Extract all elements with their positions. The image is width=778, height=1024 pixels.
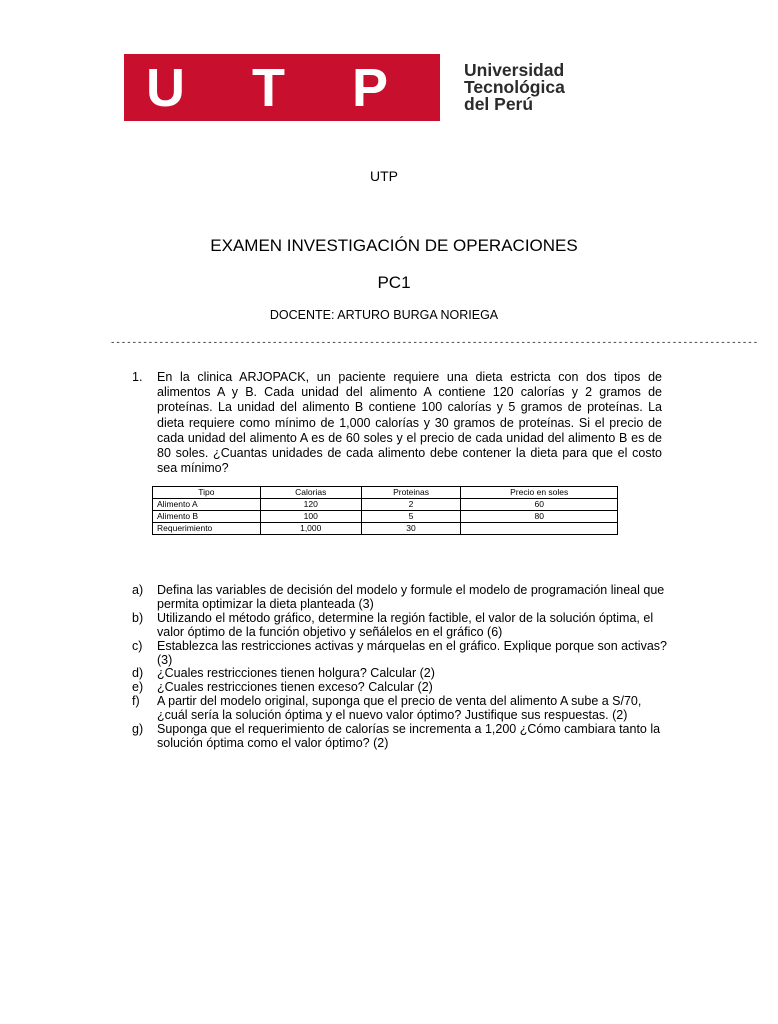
question-text: ¿Cuales restricciones tienen exceso? Calcular (2) [157,680,433,695]
table-header-cell: Precio en soles [461,487,618,499]
table-cell: 100 [260,511,361,523]
table-cell: 60 [461,499,618,511]
table-header-cell: Tipo [153,487,261,499]
question-item [132,640,667,668]
table-cell: 2 [361,499,461,511]
question-letter: a) [132,583,144,597]
table-cell: 1,000 [260,523,361,535]
question-item [132,723,667,751]
logo-letter-u: U [146,58,185,118]
table-cell: 120 [260,499,361,511]
question-letter: b) [132,610,144,625]
logo-letter-t: T [252,58,285,118]
question-letter: e) [132,680,144,695]
logo-wordmark-line: Universidad [464,60,565,80]
table-cell: 80 [461,511,618,523]
table-row [153,523,618,535]
logo-wordmark [464,62,565,113]
question-item [132,667,667,681]
section-divider: ------------------------------------------------------------------------------------------------------------------------ [110,338,759,348]
utp-logo [124,54,614,122]
question-item [132,584,667,612]
problem-statement [132,370,662,476]
logo-wordmark-line: Tecnológica [464,77,565,97]
question-text: Suponga que el requerimiento de calorías se incrementa a 1,200 ¿Cómo cambiara tanto la solución óptima como el valor óptimo? (2) [157,722,661,750]
question-item [132,681,667,695]
question-letter: g) [132,722,144,737]
question-text: A partir del modelo original, suponga que el precio de venta del alimento A sube a S/70, ¿cuál sería la solución óptima y el nuevo valor óptimo? Justifique sus respuestas. (2) [157,694,642,723]
table-cell [461,523,618,535]
question-letter: d) [132,666,144,681]
question-letter: c) [132,638,143,653]
logo-red-block [124,54,440,121]
institution-name: UTP [370,168,398,184]
table-cell: 30 [361,523,461,535]
logo-wordmark-line: del Perú [464,94,534,114]
table-row [153,499,618,511]
question-text: ¿Cuales restricciones tienen holgura? Calcular (2) [157,666,435,681]
question-text: Establezca las restricciones activas y márquelas en el gráfico. Explique porque son activas? (3) [157,638,667,667]
nutrition-table [152,486,618,535]
question-item [132,695,667,723]
table-row [153,511,618,523]
table-header-cell: Calorias [260,487,361,499]
table-cell: Alimento A [153,499,261,511]
logo-letter-p: P [352,58,389,118]
questions-list [132,584,667,751]
question-item [132,612,667,640]
exam-code: PC1 [377,273,411,292]
table-header-row [153,487,618,499]
table-cell: Requerimiento [153,523,261,535]
exam-title: EXAMEN INVESTIGACIÓN DE OPERACIONES [210,236,578,255]
table-cell: Alimento B [153,511,261,523]
problem-number: 1. [132,370,143,384]
question-letter: f) [132,694,140,709]
question-text: Utilizando el método gráfico, determine la región factible, el valor de la solución óptima, el valor óptimo de la función objetivo y señálelos en el gráfico (6) [157,610,654,639]
table-header-cell: Proteinas [361,487,461,499]
table-cell: 5 [361,511,461,523]
teacher-name: DOCENTE: ARTURO BURGA NORIEGA [269,308,499,322]
question-text: Defina las variables de decisión del modelo y formule el modelo de programación lineal que permita optimizar la dieta planteada (3) [157,583,665,611]
problem-text: En la clinica ARJOPACK, un paciente requiere una dieta estricta con dos tipos de alimentos A y B. Cada unidad del alimento A contiene 120 calorías y 2 gramos de proteínas. La unidad del alimento B contiene 100 calorías y 5 gramos de proteínas. La dieta requiere como mínimo de 1,000 calorías y 30 gramos de proteínas. Si el precio de cada unidad del alimento A es de 60 soles y el precio de cada unidad del alimento B es de 80 soles. ¿Cuantas unidades de cada alimento debe contener la dieta para que el costo sea mínimo? [157,370,662,476]
